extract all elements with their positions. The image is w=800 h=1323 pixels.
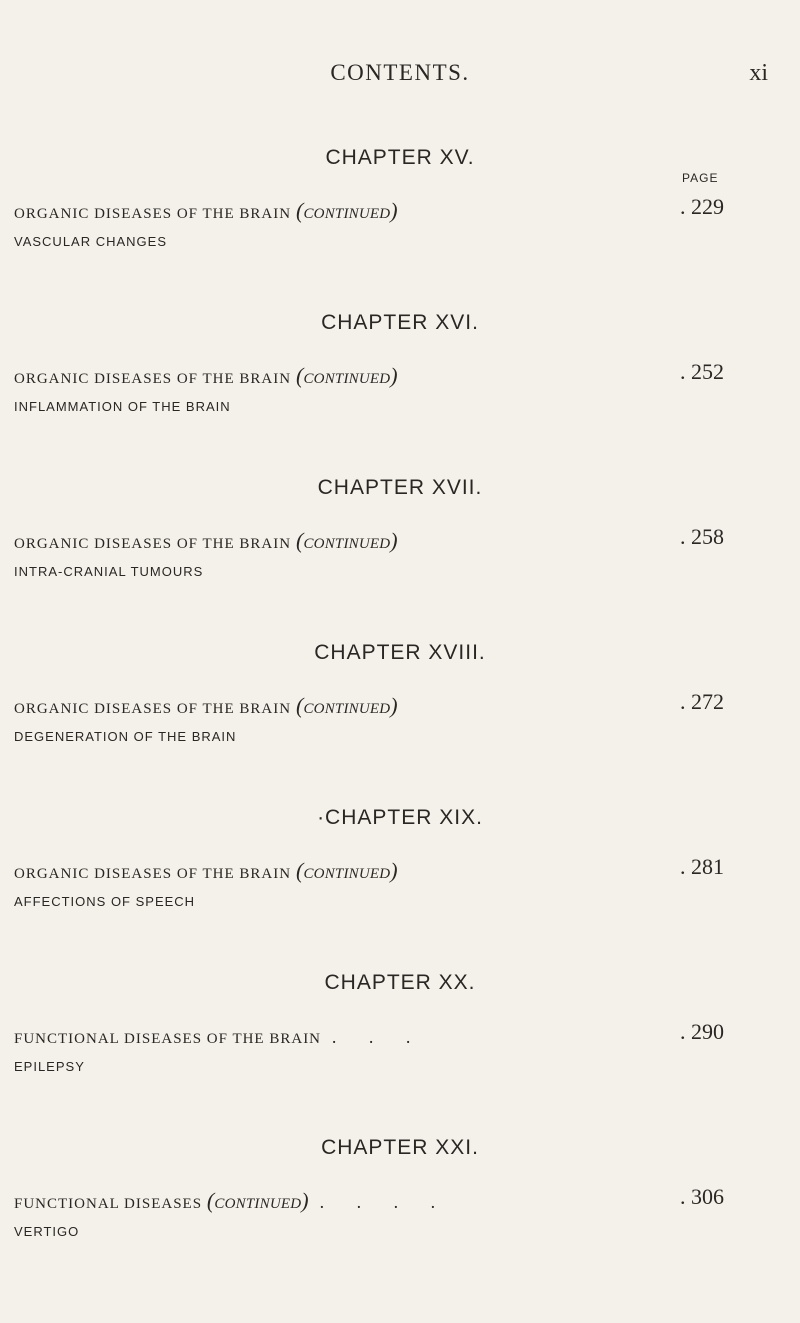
chapter-heading: CHAPTER XX. — [324, 971, 476, 994]
chapter-title — [14, 198, 404, 224]
chapter-title — [14, 693, 404, 719]
page-title: CONTENTS. — [330, 60, 470, 85]
chapter-heading: ·CHAPTER XIX. — [317, 806, 483, 829]
chapter-title — [14, 528, 404, 554]
chapter-page-number: . 258 — [680, 524, 724, 549]
chapter-title — [14, 363, 404, 389]
chapter-page-number: . 290 — [680, 1019, 724, 1044]
chapter-title-text: FUNCTIONAL DISEASES OF THE BRAIN — [14, 1031, 322, 1047]
chapter-title-text: ORGANIC DISEASES OF THE BRAIN — [14, 206, 292, 222]
page-column-label: PAGE — [682, 171, 719, 185]
chapter-heading: CHAPTER XVI. — [321, 311, 479, 334]
chapter-page-number: . 229 — [680, 194, 724, 219]
leader-dots: . . . — [331, 1027, 425, 1047]
chapter-subtitle: INTRA-CRANIAL TUMOURS — [14, 564, 204, 579]
chapter-title-text: ORGANIC DISEASES OF THE BRAIN — [14, 371, 292, 387]
chapter-title-continued: (continued) — [206, 1188, 309, 1213]
chapter-page-number: . 252 — [680, 359, 724, 384]
chapter-title-text: ORGANIC DISEASES OF THE BRAIN — [14, 701, 292, 717]
chapter-subtitle: EPILEPSY — [14, 1059, 85, 1074]
chapter-heading: CHAPTER XXI. — [321, 1136, 479, 1159]
chapter-title-continued: (continued) — [295, 858, 398, 883]
chapter-heading: CHAPTER XVIII. — [314, 641, 486, 664]
chapter-title — [14, 1188, 449, 1214]
chapter-heading: CHAPTER XV. — [325, 146, 475, 169]
chapter-title-text: ORGANIC DISEASES OF THE BRAIN — [14, 536, 292, 552]
leader-dots: . . . . — [319, 1192, 450, 1212]
running-head — [0, 60, 800, 94]
chapter-subtitle: VASCULAR CHANGES — [14, 234, 168, 249]
chapter-subtitle: AFFECTIONS OF SPEECH — [14, 894, 196, 909]
chapter-subtitle: VERTIGO — [14, 1224, 80, 1239]
chapter-title-text: ORGANIC DISEASES OF THE BRAIN — [14, 866, 292, 882]
chapter-title-continued: (continued) — [295, 528, 398, 553]
chapter-title-text: FUNCTIONAL DISEASES — [14, 1196, 203, 1212]
chapter-title-continued: (continued) — [295, 363, 398, 388]
chapter-page-number: . 281 — [680, 854, 724, 879]
chapter-title — [14, 1023, 424, 1049]
chapter-subtitle: DEGENERATION OF THE BRAIN — [14, 729, 237, 744]
chapter-heading: CHAPTER XVII. — [317, 476, 483, 499]
chapter-page-number: . 306 — [680, 1184, 724, 1209]
chapter-title-continued: (continued) — [295, 198, 398, 223]
chapter-title-continued: (continued) — [295, 693, 398, 718]
page-folio: xi — [749, 60, 768, 86]
chapter-subtitle: INFLAMMATION OF THE BRAIN — [14, 399, 231, 414]
chapter-title — [14, 858, 404, 884]
chapter-page-number: . 272 — [680, 689, 724, 714]
